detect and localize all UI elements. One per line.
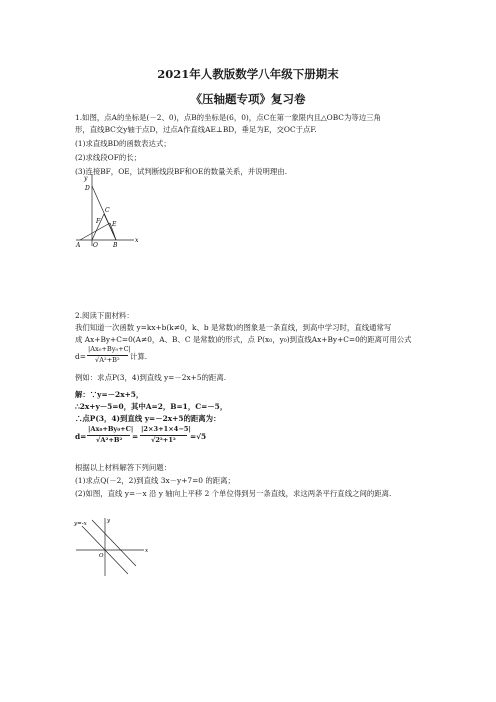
- formula-lhs: d=: [75, 352, 86, 361]
- label-b: B: [113, 242, 118, 249]
- q2-example: 例如：求点P(3，4)到直线 y=－2x+5的距离.: [75, 373, 227, 382]
- q1-line1: 1.如图，点A的坐标是(－2、0)，点B的坐标是(6，0)，点C在第一象限内且△OBC为等边三角: [75, 113, 381, 122]
- formula-numerator: |Ax₀+By₀+C|: [88, 345, 131, 353]
- solution-den2: √2²+1²: [151, 436, 176, 444]
- q2-after: 根据以上材料解答下列问题：: [75, 463, 172, 472]
- solution-equals: =: [132, 432, 139, 441]
- solution-line4-lhs: d=: [75, 432, 87, 441]
- q1-figure: [72, 168, 152, 248]
- solution-line1: 解：∵y=－2x+5，: [75, 390, 144, 399]
- label-o: O: [93, 242, 98, 249]
- q2-p2: 成 Ax+By+C=0(A≠0，A、B、C 是常数)的形式，点 P(x₀，y₀)到直线Ax+By+C=0的距离可用公式: [75, 335, 412, 344]
- q1-line2: 形，直线BC交y轴于点D，过点A作直线AE⊥BD，垂足为E，交OC于点F.: [75, 125, 317, 134]
- q2-item2: (2)如图，直线 y=－x 沿 y 轴向上平移 2 个单位得到另一条直线，求这两条平行直线之间的距离.: [75, 489, 392, 498]
- label-x: x: [135, 237, 139, 244]
- q2-figure: [72, 514, 152, 584]
- solution-den1: √A²+B²: [96, 436, 123, 444]
- solution-result: =√5: [190, 432, 207, 441]
- label-line: y=-x: [74, 521, 87, 527]
- label-d: D: [85, 185, 90, 192]
- q2-item1: (1)求点Q(－2，2)到直线 3x－y+7=0 的距离；: [75, 476, 235, 485]
- formula-tail: 计算.: [130, 352, 148, 361]
- line-ae: [80, 223, 110, 240]
- label-x: x: [145, 548, 149, 554]
- q2-p1: 我们知道一次函数 y=kx+b(k≠0，k、b 是常数)的图象是一条直线，到高中学习时，直线通常写: [75, 323, 392, 332]
- label-c: C: [105, 207, 110, 214]
- q2-head: 2.阅读下面材料：: [75, 311, 134, 320]
- label-a: A: [76, 242, 81, 249]
- document-title: 2021年人教版数学八年级下册期末: [157, 67, 339, 81]
- q1-item2: (2)求线段OF的长；: [75, 153, 142, 162]
- solution-num2: |2×3+1×4−5|: [141, 425, 191, 433]
- label-y: y: [84, 175, 88, 182]
- q1-item3: (3)连接BF，OE，试判断线段BF和OE的数量关系，并说明理由.: [75, 167, 288, 176]
- q1-item1: (1)求直线BD的函数表达式；: [75, 139, 171, 148]
- solution-line2: ∴2x+y－5=0，其中A=2，B=1，C=－5，: [75, 402, 228, 411]
- solution-line3: ∴点P(3，4)到直线 y=－2x+5的距离为：: [75, 414, 221, 423]
- label-e: E: [112, 221, 117, 228]
- label-y: y: [107, 518, 111, 524]
- document-subtitle: 《压轴题专项》复习卷: [190, 92, 306, 106]
- solution-num1: |Ax₀+By₀+C|: [88, 425, 134, 433]
- label-f: F: [96, 218, 101, 225]
- formula-denominator: √A²+B²: [95, 356, 120, 364]
- label-o: O: [99, 553, 104, 559]
